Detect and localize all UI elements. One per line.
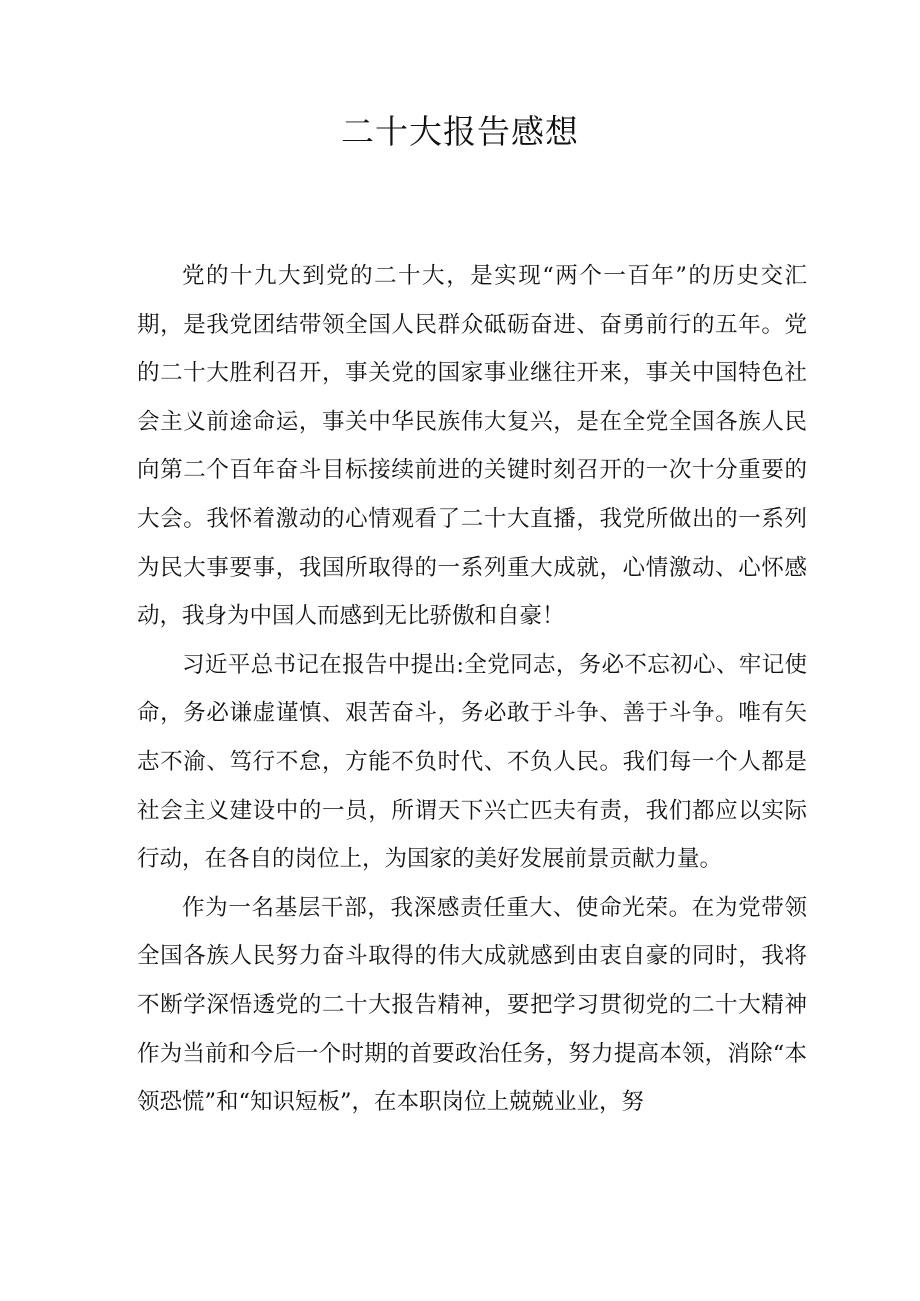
paragraph-3: 作为一名基层干部，我深感责任重大、使命光荣。在为党带领全国各族人民努力奋斗取得的伟大成就感到由衷自豪的同时，我将不断学深悟透党的二十大报告精神，要把学习贯彻党的二十大精神作为当前和今后一个时期的首要政治任务，努力提高本领，消除“本领恐慌”和“知识短板”，在本职岗位上兢兢业业，努 xyxy=(137,894,807,1116)
document-title: 二十大报告感想 xyxy=(341,112,579,151)
paragraph-1: 党的十九大到党的二十大，是实现“两个一百年”的历史交汇期，是我党团结带领全国人民群众砥砺奋进、奋勇前行的五年。党的二十大胜利召开，事关党的国家事业继往开来，事关中国特色社会主义前途命运，事关中华民族伟大复兴，是在全党全国各族人民向第二个百年奋斗目标接续前进的关键时刻召开的一次十分重要的大会。我怀着激动的心情观看了二十大直播，我党所做出的一系列为民大事要事，我国所取得的一系列重大成就，心情激动、心怀感动，我身为中国人而感到无比骄傲和自豪！ xyxy=(137,263,807,630)
paragraph-2: 习近平总书记在报告中提出:全党同志，务必不忘初心、牢记使命，务必谦虚谨慎、艰苦奋斗，务必敢于斗争、善于斗争。唯有矢志不渝、笃行不怠，方能不负时代、不负人民。我们每一个人都是社会主义建设中的一员，所谓天下兴亡匹夫有责，我们都应以实际行动，在各自的岗位上，为国家的美好发展前景贡献力量。 xyxy=(137,651,807,873)
document-body xyxy=(137,252,807,1127)
